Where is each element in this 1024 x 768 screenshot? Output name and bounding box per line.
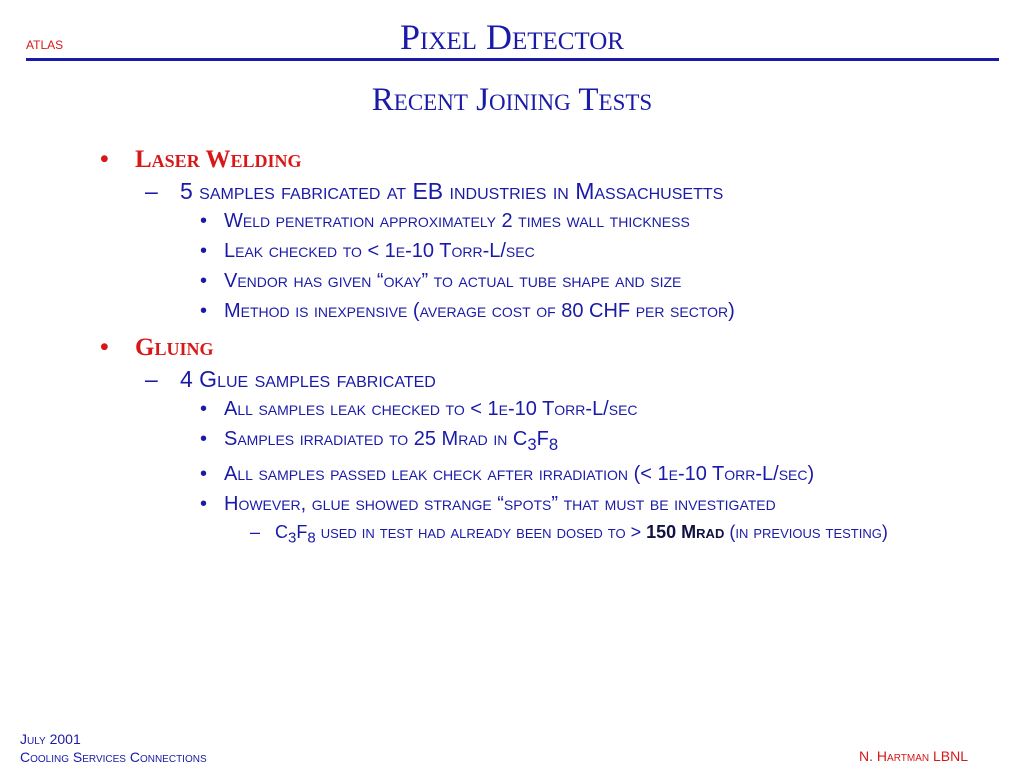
- atlas-logo-text: atlas: [26, 34, 64, 53]
- text-segment: F: [536, 428, 549, 450]
- list-item: [100, 492, 930, 517]
- list-item-text: All samples passed leak check after irradiation (< 1e-10 Torr-L/sec): [224, 463, 815, 485]
- list-item: [100, 239, 930, 264]
- text-segment: (in previous testing): [724, 522, 888, 542]
- list-item: [100, 269, 930, 294]
- bullet-dot-icon: •: [200, 300, 208, 322]
- list-item: [100, 299, 930, 324]
- bullet-dot-icon: •: [200, 240, 208, 262]
- bullet-dot-icon: •: [200, 463, 208, 485]
- nested-note: [100, 521, 930, 550]
- footer-author: N. Hartman LBNL: [859, 748, 968, 764]
- dash-icon: –: [145, 178, 158, 204]
- list-item-text: Method is inexpensive (average cost of 80 CHF per sector): [224, 300, 735, 322]
- slide-title: Pixel Detector: [400, 17, 624, 57]
- subscript: 8: [548, 435, 559, 454]
- footer-date: July 2001: [20, 731, 81, 747]
- bullet-dot-icon: •: [200, 270, 208, 292]
- slide-content: [100, 140, 930, 550]
- list-item-text: [224, 428, 559, 454]
- list-item: [100, 209, 930, 234]
- text-segment: C: [275, 522, 288, 542]
- subscript: 3: [288, 529, 297, 547]
- list-item-text: Vendor has given “okay” to actual tube shape and size: [224, 270, 682, 292]
- bullet-heading: Gluing: [135, 334, 214, 361]
- note-text: [275, 522, 888, 547]
- sub-bullet-text: 4 Glue samples fabricated: [180, 366, 436, 392]
- bullet-laser-welding: [100, 144, 930, 176]
- list-item: [100, 427, 930, 457]
- bullet-dot-icon: •: [100, 334, 109, 361]
- subscript: 3: [527, 435, 537, 454]
- dash-icon: –: [145, 366, 158, 392]
- list-item-text: Weld penetration approximately 2 times wall thickness: [224, 210, 690, 232]
- bullet-dot-icon: •: [200, 428, 208, 450]
- bullet-dot-icon: •: [200, 210, 208, 232]
- bullet-dot-icon: •: [100, 146, 109, 173]
- slide-subtitle: Recent Joining Tests: [371, 82, 653, 118]
- footer-left: [20, 730, 207, 766]
- text-segment: used in test had already been dosed to >: [315, 522, 647, 542]
- sub-bullet: [100, 366, 930, 392]
- list-item-text: However, glue showed strange “spots” that must be investigated: [224, 493, 776, 515]
- emphasis-dose: 150 Mrad: [646, 522, 725, 542]
- list-item-text: Leak checked to < 1e-10 Torr-L/sec: [224, 240, 535, 262]
- title-divider: [26, 58, 999, 61]
- list-item-text: All samples leak checked to < 1e-10 Torr-L/sec: [224, 398, 638, 420]
- footer-topic: Cooling Services Connections: [20, 749, 207, 765]
- subscript: 8: [307, 529, 316, 547]
- bullet-dot-icon: •: [200, 493, 208, 515]
- list-item: [100, 462, 930, 487]
- bullet-heading: Laser Welding: [135, 146, 302, 173]
- sub-bullet: [100, 178, 930, 204]
- bullet-dot-icon: •: [200, 398, 208, 420]
- bullet-gluing: [100, 332, 930, 364]
- dash-icon: –: [250, 522, 261, 542]
- text-segment: Samples irradiated to 25 Mrad in C: [224, 428, 528, 450]
- sub-bullet-text: 5 samples fabricated at EB industries in Massachusetts: [180, 178, 724, 204]
- text-segment: F: [296, 522, 308, 542]
- list-item: [100, 397, 930, 422]
